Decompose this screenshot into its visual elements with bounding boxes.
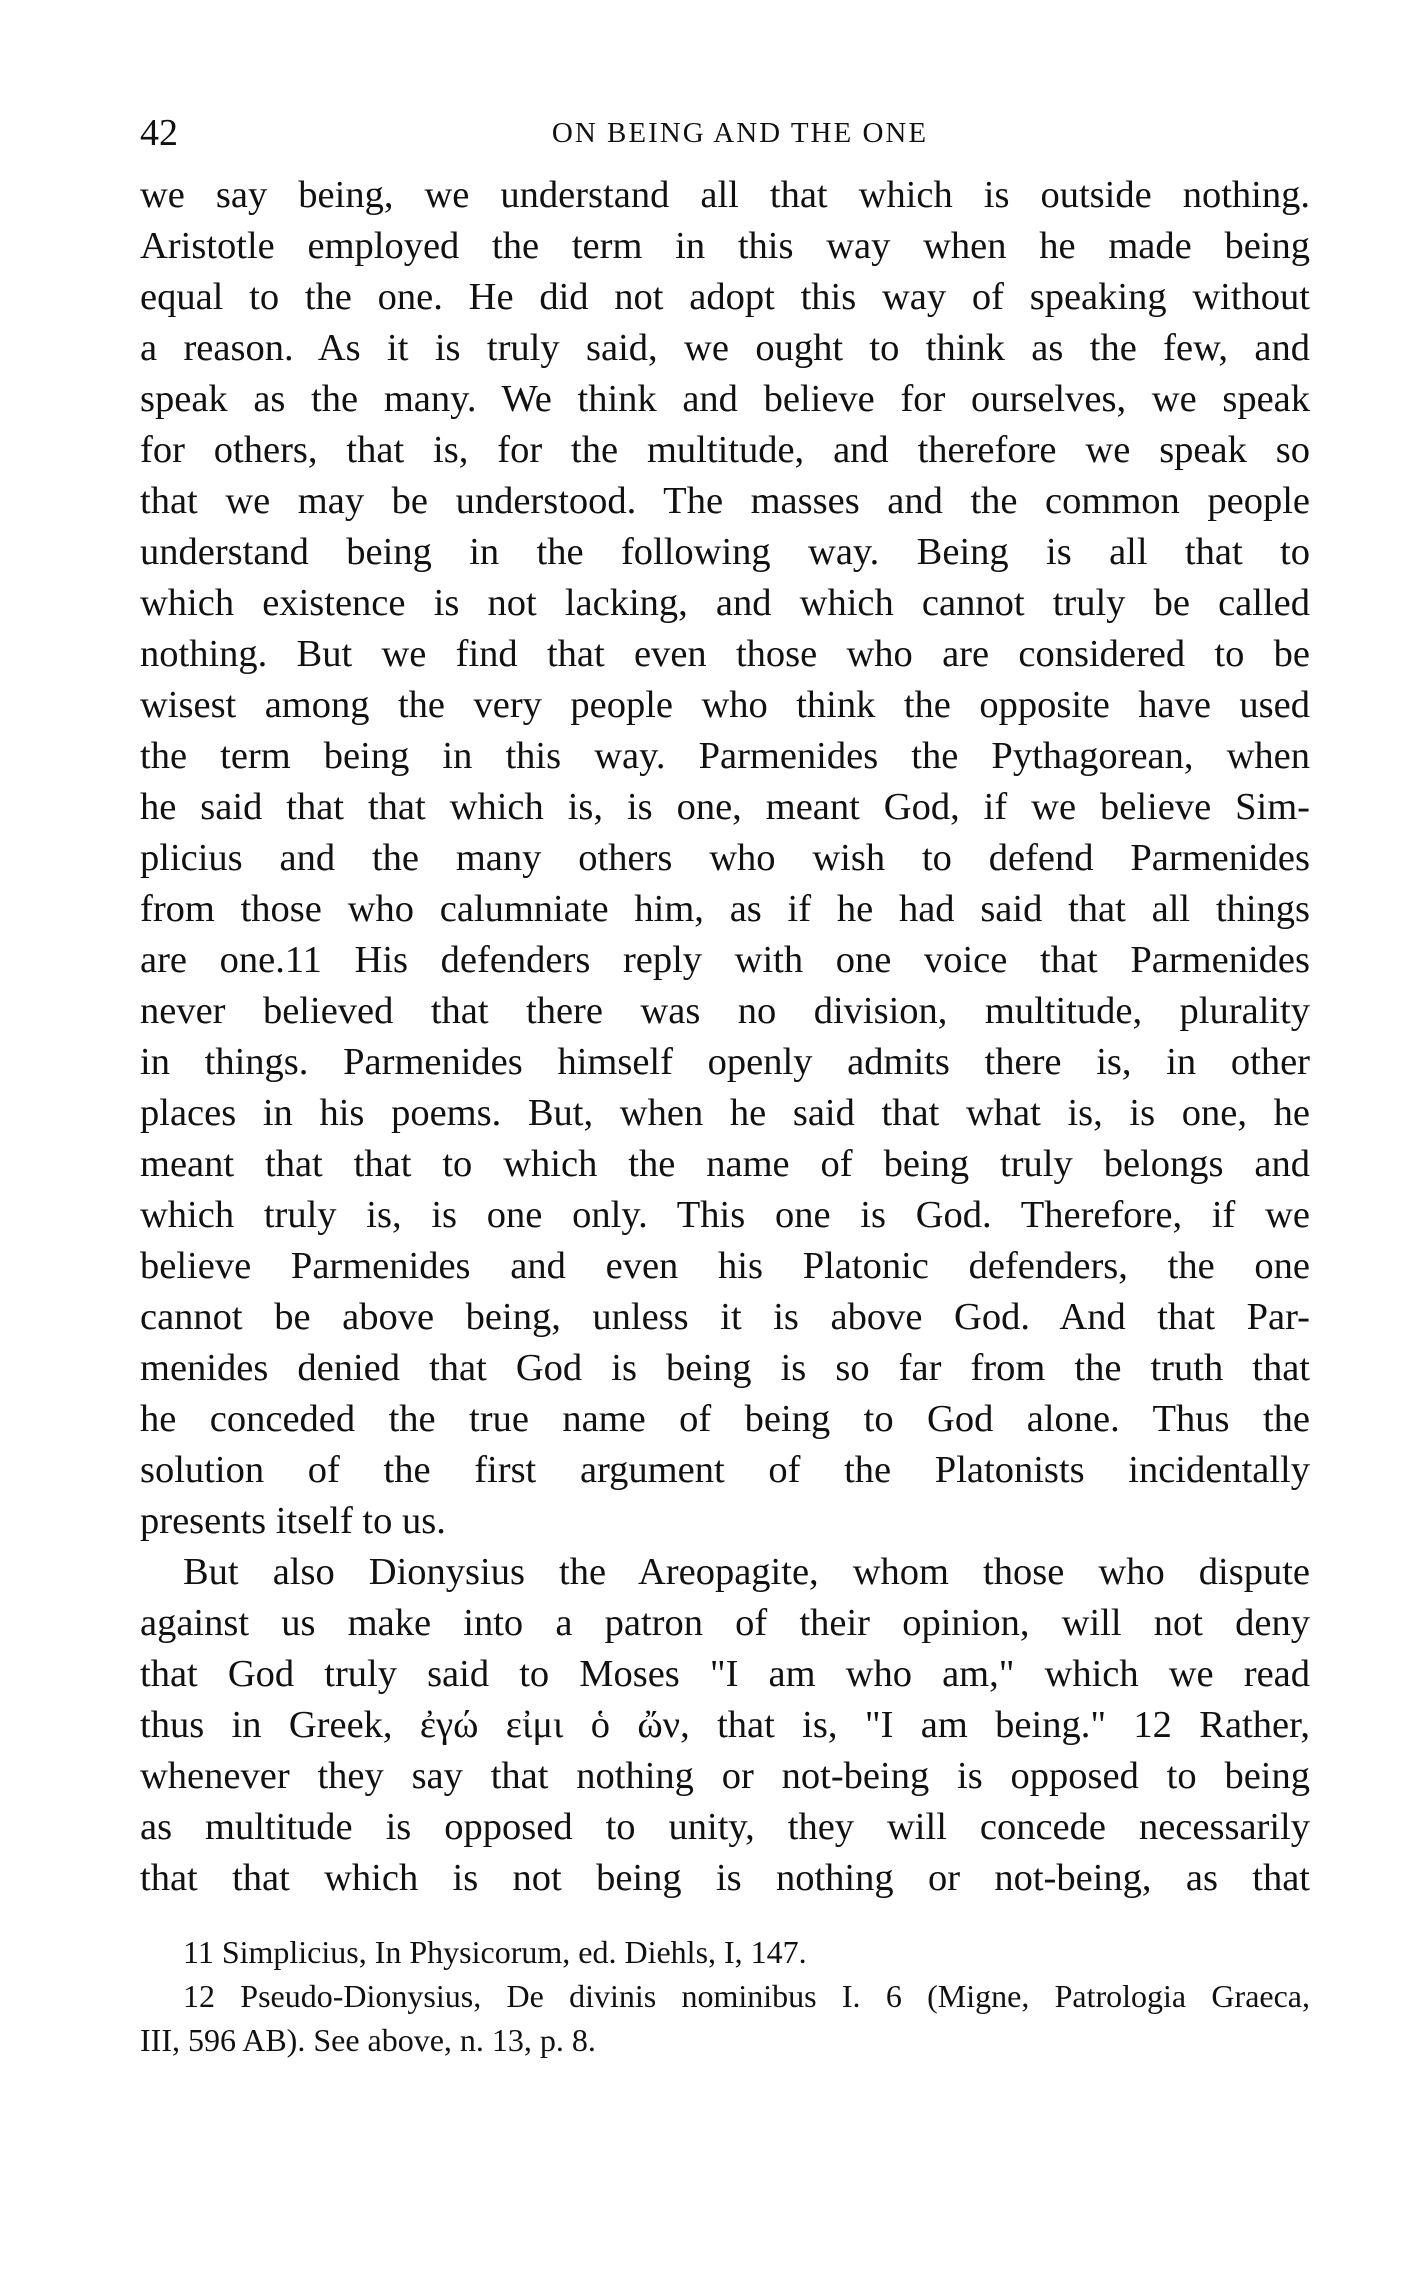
footnote-12: 12 Pseudo-Dionysius, De divinis nominibus I. 6 (Migne, Patrologia Graeca,	[183, 1978, 1310, 2014]
text-line: believe Parmenides and even his Platonic defenders, the one	[140, 1245, 1310, 1287]
text-line: he said that that which is, is one, meant God, if we believe Sim-	[140, 786, 1310, 828]
text-line: which truly is, is one only. This one is God. Therefore, if we	[140, 1194, 1310, 1236]
footnotes	[140, 1930, 1310, 2062]
text-line: meant that that to which the name of being truly belongs and	[140, 1143, 1310, 1185]
text-line: against us make into a patron of their opinion, will not deny	[140, 1602, 1310, 1644]
text-line: we say being, we understand all that which is outside nothing.	[140, 174, 1310, 216]
text-line: that we may be understood. The masses and the common people	[140, 480, 1310, 522]
text-line: as multitude is opposed to unity, they will concede necessarily	[140, 1806, 1310, 1848]
text-line: plicius and the many others who wish to defend Parmenides	[140, 837, 1310, 879]
text-line: in things. Parmenides himself openly admits there is, in other	[140, 1041, 1310, 1083]
text-line: a reason. As it is truly said, we ought to think as the few, and	[140, 327, 1310, 369]
text-line: thus in Greek, ἐγώ εἰμι ὁ ὤν, that is, "I am being." 12 Rather,	[140, 1704, 1310, 1746]
text-line: menides denied that God is being is so far from the truth that	[140, 1347, 1310, 1389]
page-number: 42	[140, 112, 178, 154]
text-line: the term being in this way. Parmenides the Pythagorean, when	[140, 735, 1310, 777]
running-head	[140, 108, 1310, 158]
text-line: speak as the many. We think and believe for ourselves, we speak	[140, 378, 1310, 420]
text-line: which existence is not lacking, and which cannot truly be called	[140, 582, 1310, 624]
text-line: nothing. But we find that even those who are considered to be	[140, 633, 1310, 675]
text-line: from those who calumniate him, as if he had said that all things	[140, 888, 1310, 930]
text-line: that that which is not being is nothing or not-being, as that	[140, 1857, 1310, 1899]
footnote-11: 11 Simplicius, In Physicorum, ed. Diehls, I, 147.	[183, 1934, 807, 1970]
running-title: ON BEING AND THE ONE	[551, 117, 929, 149]
text-line: are one.11 His defenders reply with one voice that Parmenides	[140, 939, 1310, 981]
text-line: equal to the one. He did not adopt this way of speaking without	[140, 276, 1310, 318]
text-line: wisest among the very people who think the opposite have used	[140, 684, 1310, 726]
text-line: cannot be above being, unless it is above God. And that Par-	[140, 1296, 1310, 1338]
text-line: he conceded the true name of being to God alone. Thus the	[140, 1398, 1310, 1440]
text-line: never believed that there was no division, multitude, plurality	[140, 990, 1310, 1032]
text-line: for others, that is, for the multitude, and therefore we speak so	[140, 429, 1310, 471]
text-line: whenever they say that nothing or not-being is opposed to being	[140, 1755, 1310, 1797]
body-text	[140, 170, 1310, 1904]
text-line: that God truly said to Moses "I am who am," which we read	[140, 1653, 1310, 1695]
text-line: But also Dionysius the Areopagite, whom those who dispute	[183, 1551, 1310, 1593]
footnote-12-continued: III, 596 AB). See above, n. 13, p. 8.	[140, 2022, 596, 2058]
text-line: solution of the first argument of the Platonists incidentally	[140, 1449, 1310, 1491]
text-line: presents itself to us.	[140, 1500, 446, 1542]
text-line: Aristotle employed the term in this way when he made being	[140, 225, 1310, 267]
text-line: understand being in the following way. Being is all that to	[140, 531, 1310, 573]
text-line: places in his poems. But, when he said that what is, is one, he	[140, 1092, 1310, 1134]
